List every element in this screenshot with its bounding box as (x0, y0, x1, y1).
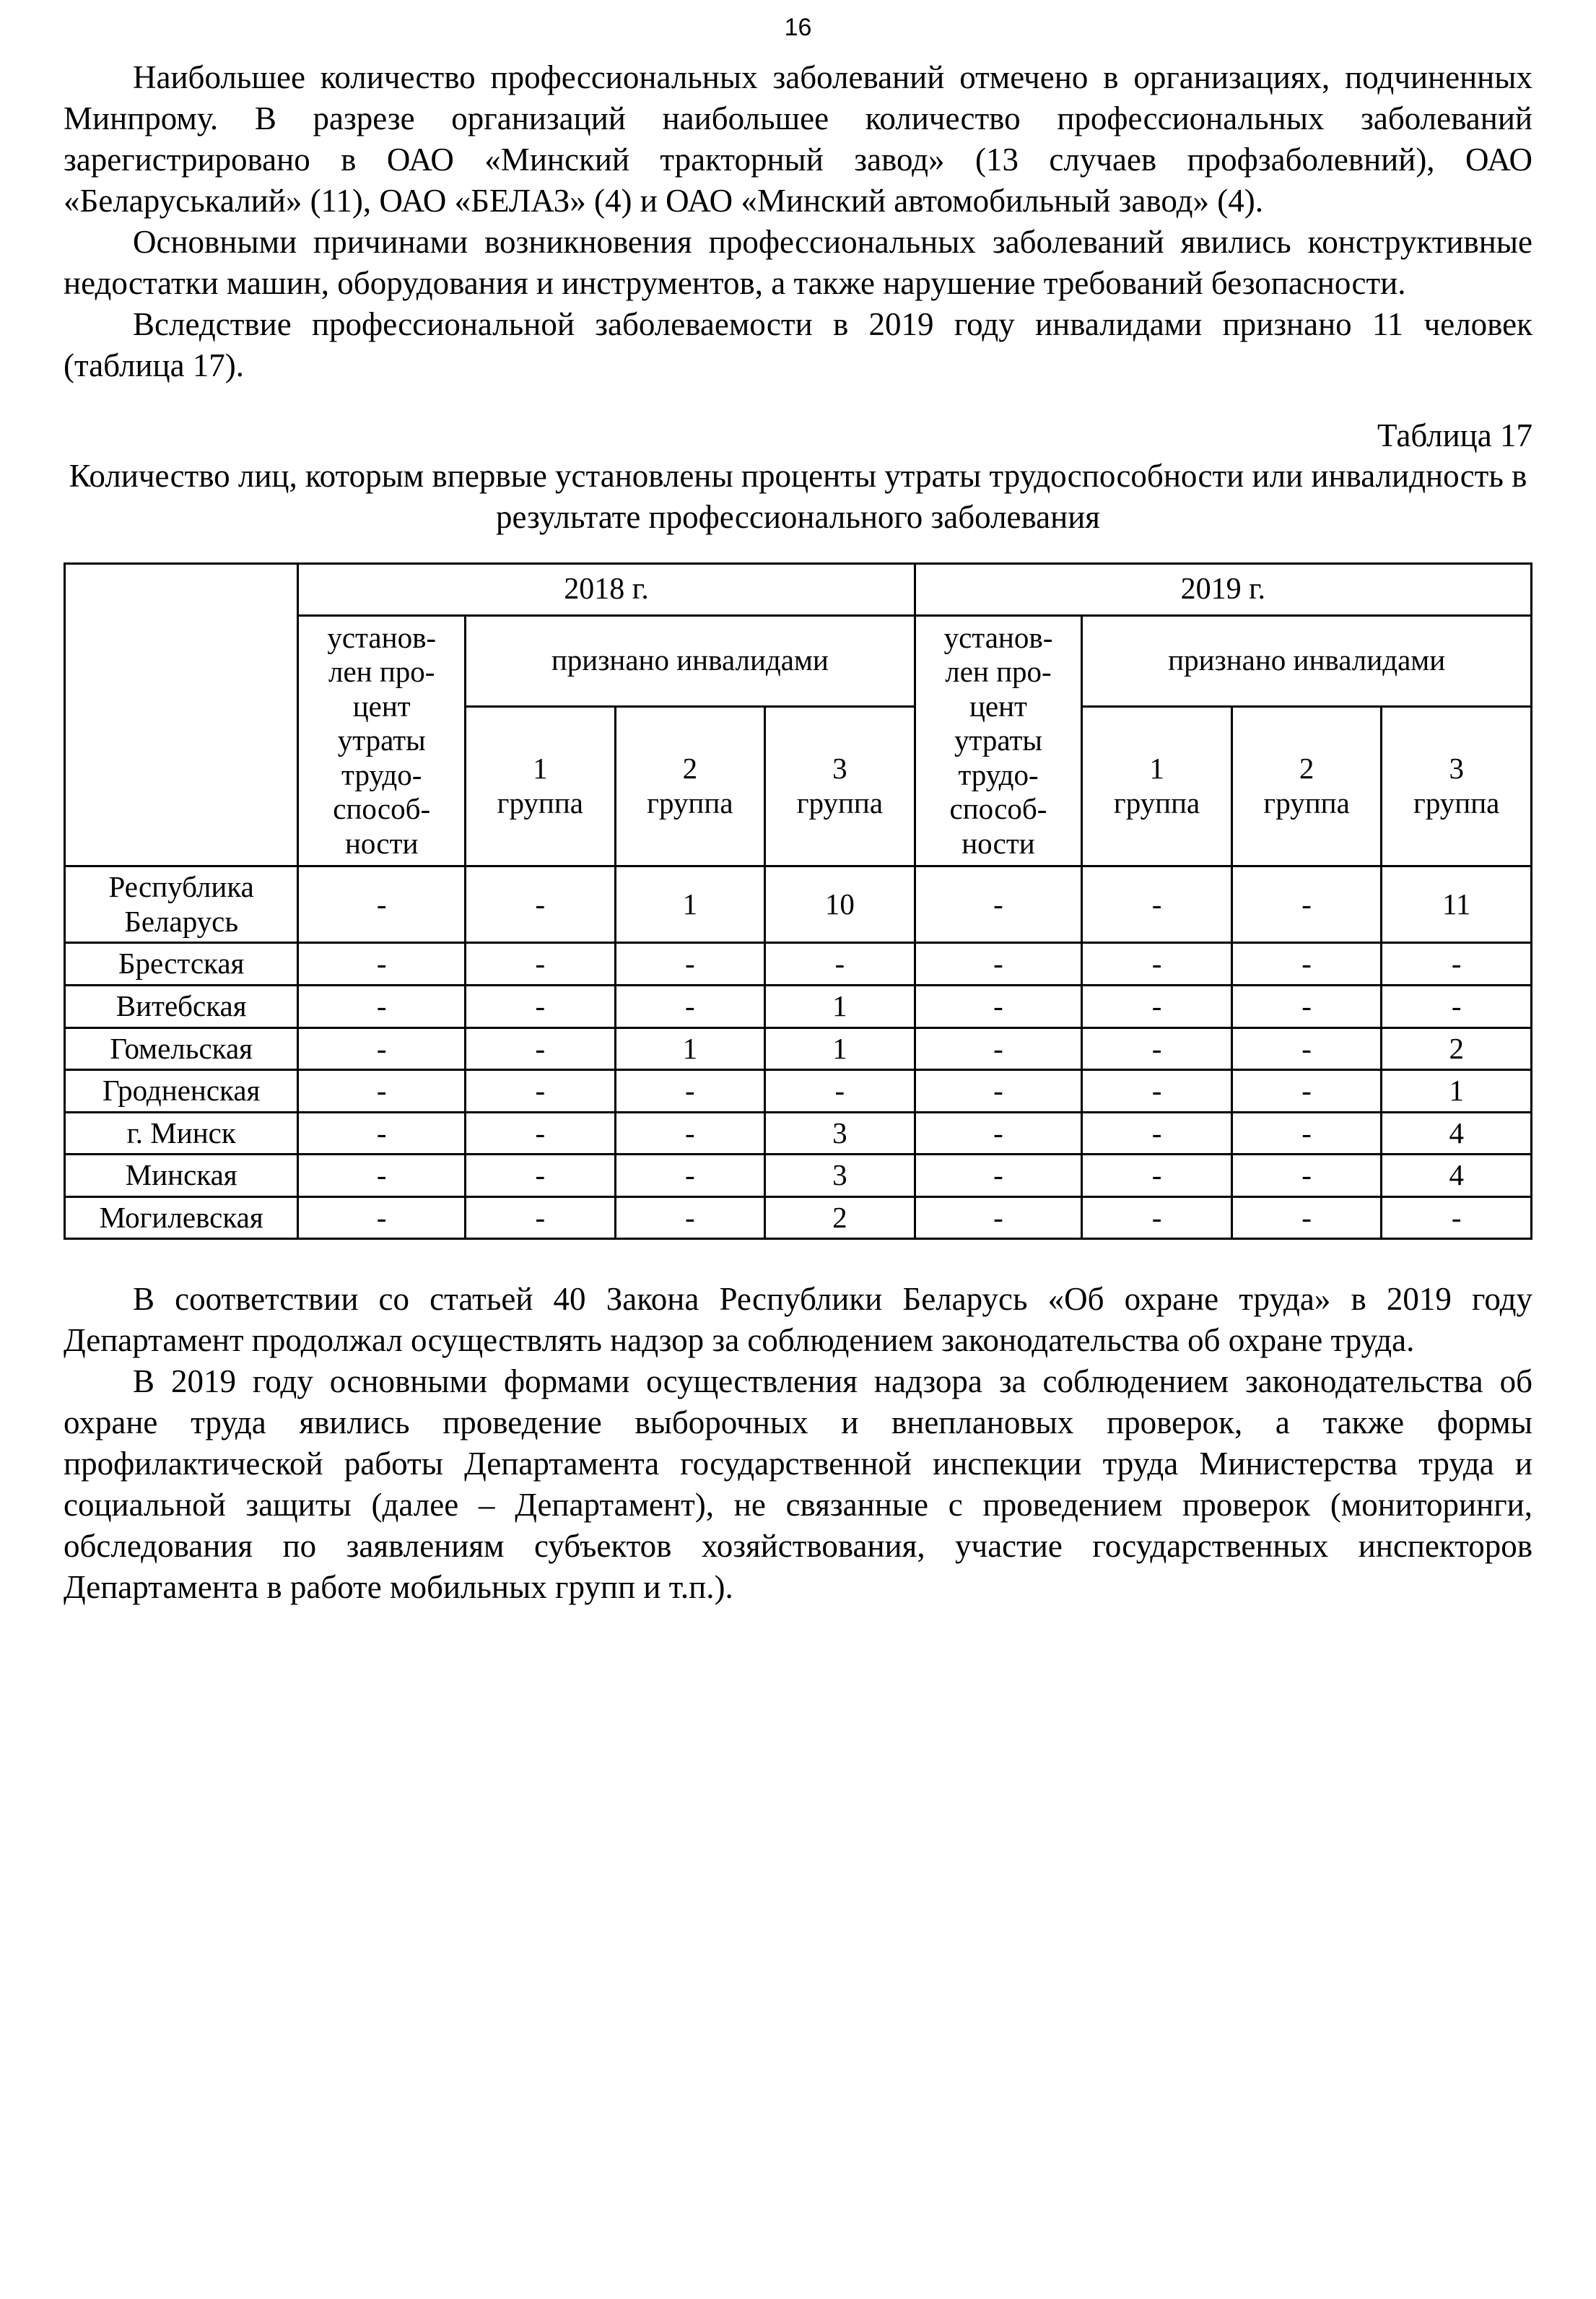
cell-value: - (298, 1196, 466, 1239)
percent-header-line-3: цент (352, 689, 411, 723)
table-row (65, 986, 1532, 1028)
row-label-minsk-city: г. Минск (65, 1112, 298, 1155)
table-header (65, 563, 1532, 866)
cell-value: - (1382, 1196, 1532, 1239)
cell-value: - (615, 1112, 765, 1155)
cell-value: - (1082, 866, 1232, 943)
cell-value: - (765, 1070, 915, 1113)
table-row (65, 1112, 1532, 1155)
cell-value: - (298, 986, 466, 1028)
cell-value: - (915, 1070, 1082, 1113)
group-num: 3 (1449, 752, 1464, 786)
cell-value: 3 (765, 1112, 915, 1155)
percent-header-line-7: ности (344, 826, 419, 860)
cell-value: 1 (765, 986, 915, 1028)
disabled-header-2018: признано инвалидами (466, 615, 915, 706)
cell-value: - (1082, 986, 1232, 1028)
cell-value: - (298, 1027, 466, 1070)
paragraph-4: В соответствии со статьей 40 Закона Республики Беларусь «Об охране труда» в 2019 году Департамент продолжал осуществлять надзор за соблюдением законодательства об охране труда. (64, 1281, 1532, 1359)
group-word: группа (647, 786, 733, 820)
percent-header-line-2: лен про- (328, 655, 435, 689)
cell-value: 11 (1382, 866, 1532, 943)
cell-value: - (615, 986, 765, 1028)
cell-value: - (615, 1155, 765, 1197)
year-group-header-2018: 2018 г. (298, 563, 915, 615)
cell-value: - (615, 1196, 765, 1239)
percent-header-2019-line-7: ности (961, 826, 1035, 860)
table-row (65, 1070, 1532, 1113)
percent-header-2019-line-1: установ- (943, 620, 1053, 654)
table-body (65, 866, 1532, 1239)
group-header-2019-2 (1231, 706, 1382, 866)
cell-value: 1 (615, 1027, 765, 1070)
cell-value: - (298, 1070, 466, 1113)
group-num: 3 (832, 752, 847, 786)
paragraph-5: В 2019 году основными формами осуществления надзора за соблюдением законодательства об охране труда явились проведение выборочных и внеплановых проверок, а также формы профилактической работы Департамента государственной инспекции труда Министерства труда и социальной защиты (далее – Департамент), не связанные с проведением проверок (мониторинги, обследования по заявлениям субъектов хозяйствования, участие государственных инспекторов Департамента в работе мобильных групп и т.п.). (64, 1363, 1532, 1605)
cell-value: - (615, 1070, 765, 1113)
row-label-brest: Брестская (65, 943, 298, 986)
group-word: группа (497, 786, 583, 820)
cell-value: - (1082, 1027, 1232, 1070)
cell-value: - (915, 866, 1082, 943)
cell-value: - (1231, 1070, 1382, 1113)
cell-value: - (1082, 1070, 1232, 1113)
percent-header-2019-line-6: способ- (949, 792, 1047, 826)
cell-value: - (1082, 1112, 1232, 1155)
group-num: 2 (1299, 752, 1314, 786)
percent-header-2018 (298, 615, 466, 866)
cell-value: 1 (765, 1027, 915, 1070)
table-row (65, 866, 1532, 943)
cell-value: - (1231, 1196, 1382, 1239)
percent-header-2019-line-5: трудо- (958, 757, 1039, 791)
group-word: группа (1413, 786, 1500, 820)
cell-value: - (1082, 943, 1232, 986)
percent-header-2019 (915, 615, 1082, 866)
percent-header-2019-line-4: утраты (954, 723, 1042, 757)
cell-value: - (466, 1196, 616, 1239)
cell-value: - (915, 1027, 1082, 1070)
cell-value: - (1231, 986, 1382, 1028)
cell-value: - (1231, 1112, 1382, 1155)
row-label-vitebsk: Витебская (65, 986, 298, 1028)
cell-value: - (915, 986, 1082, 1028)
stub-header-cell (65, 563, 298, 866)
paragraph-2: Основными причинами возникновения профессиональных заболеваний явились конструктивные недостатки машин, оборудования и инструментов, а также нарушение требований безопасности. (64, 224, 1532, 301)
group-num: 2 (682, 752, 698, 786)
percent-header-line-4: утраты (337, 723, 426, 757)
cell-value: - (1082, 1196, 1232, 1239)
table-header-row-years (65, 563, 1532, 615)
table-number-label: Таблица 17 (1377, 417, 1532, 453)
percent-header-line-6: способ- (333, 792, 431, 826)
cell-value: - (466, 1070, 616, 1113)
group-word: группа (796, 786, 884, 820)
cell-value: 10 (765, 866, 915, 943)
paragraph-1: Наибольшее количество профессиональных заболеваний отмечено в организациях, подчиненных Минпрому. В разрезе организаций наибольшее количество профессиональных заболеваний зарегистрировано в ОАО «Минский тракторный завод» (13 случаев профзаболевний), ОАО «Беларуськалий» (11), ОАО «БЕЛАЗ» (4) и ОАО «Минский автомобильный завод» (4). (64, 59, 1532, 220)
cell-value: - (466, 1112, 616, 1155)
group-num: 1 (1149, 752, 1164, 786)
cell-value: 4 (1382, 1112, 1532, 1155)
percent-header-2019-line-3: цент (969, 689, 1027, 723)
table-row (65, 1155, 1532, 1197)
cell-value: - (298, 943, 466, 986)
table-title: Количество лиц, которым впервые установлены проценты утраты трудоспособности или инвалидность в результате профессионального заболевания (69, 458, 1527, 536)
cell-value: - (466, 866, 616, 943)
cell-value: - (915, 1196, 1082, 1239)
cell-value: 2 (1382, 1027, 1532, 1070)
group-word: группа (1113, 786, 1200, 820)
cell-value: - (1231, 1027, 1382, 1070)
cell-value: - (615, 943, 765, 986)
group-word: группа (1263, 786, 1350, 820)
cell-value: 1 (1382, 1070, 1532, 1113)
table-row (65, 943, 1532, 986)
row-label-mogilev: Могилевская (65, 1196, 298, 1239)
group-header-2018-3 (765, 706, 915, 866)
row-label-grodno: Гродненская (65, 1070, 298, 1113)
cell-value: 3 (765, 1155, 915, 1197)
cell-value: - (1231, 943, 1382, 986)
disability-table (64, 562, 1532, 1240)
row-label-minsk-region: Минская (65, 1155, 298, 1197)
cell-value: 4 (1382, 1155, 1532, 1197)
cell-value: - (298, 1112, 466, 1155)
cell-value: - (1231, 866, 1382, 943)
group-header-2018-1 (466, 706, 616, 866)
row-label-gomel: Гомельская (65, 1027, 298, 1070)
cell-value: - (1382, 986, 1532, 1028)
cell-value: - (915, 1155, 1082, 1197)
cell-value: - (298, 1155, 466, 1197)
disabled-header-2019: признано инвалидами (1082, 615, 1532, 706)
year-group-header-2019: 2019 г. (915, 563, 1531, 615)
table-row (65, 1196, 1532, 1239)
cell-value: - (466, 1155, 616, 1197)
cell-value: - (1382, 943, 1532, 986)
cell-value: - (915, 943, 1082, 986)
cell-value: - (765, 943, 915, 986)
group-num: 1 (533, 752, 548, 786)
cell-value: - (466, 943, 616, 986)
cell-value: 2 (765, 1196, 915, 1239)
group-header-2019-1 (1082, 706, 1232, 866)
percent-header-2019-line-2: лен про- (945, 655, 1052, 689)
cell-value: - (466, 986, 616, 1028)
percent-header-line-1: установ- (327, 620, 437, 654)
group-header-2019-3 (1382, 706, 1532, 866)
row-label-republic: Республика Беларусь (65, 866, 298, 943)
paragraph-3: Вследствие профессиональной заболеваемости в 2019 году инвалидами признано 11 человек (таблица 17). (64, 305, 1532, 383)
cell-value: - (915, 1112, 1082, 1155)
table-row (65, 1027, 1532, 1070)
cell-value: - (466, 1027, 616, 1070)
page-number: 16 (784, 14, 812, 41)
cell-value: - (298, 866, 466, 943)
cell-value: - (1082, 1155, 1232, 1197)
group-header-2018-2 (615, 706, 765, 866)
cell-value: - (1231, 1155, 1382, 1197)
percent-header-line-5: трудо- (341, 757, 422, 791)
cell-value: 1 (615, 866, 765, 943)
